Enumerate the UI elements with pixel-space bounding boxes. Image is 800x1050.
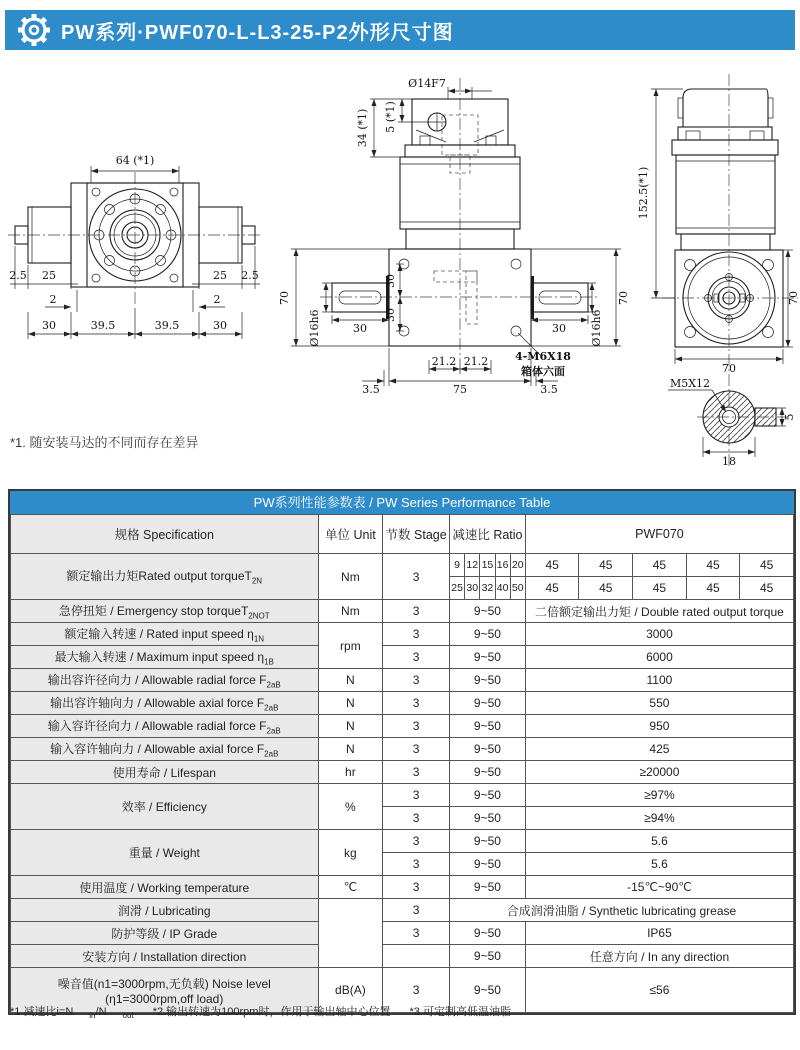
app-header xyxy=(5,10,795,50)
dim-label: 39.5 xyxy=(90,319,116,332)
cell-unit: kg xyxy=(318,830,383,876)
cell-spec xyxy=(11,669,319,692)
dim-label: 30 xyxy=(552,322,566,335)
cell-ratio: 9~50 xyxy=(450,807,526,830)
cell-value: 425 xyxy=(525,738,793,761)
dim-label: 39.5 xyxy=(154,319,180,332)
cell-ratio: 9 xyxy=(450,554,465,577)
end-view xyxy=(637,74,800,468)
cell-value: 45 xyxy=(633,577,687,600)
dim-label: 3.5 xyxy=(362,383,380,396)
cell-unit xyxy=(318,899,383,968)
cell-value: 45 xyxy=(525,577,579,600)
dim-label: 3.5 xyxy=(540,383,558,396)
cell-stage: 3 xyxy=(383,784,450,807)
cell-ratio: 9~50 xyxy=(450,623,526,646)
cell-unit: dB(A) xyxy=(318,968,383,1013)
cell-stage: 3 xyxy=(383,669,450,692)
cell-value: 45 xyxy=(686,577,740,600)
cell-ratio: 9~50 xyxy=(450,922,526,945)
cell-ratio: 50 xyxy=(510,577,525,600)
spec-text: 输入容许径向力 / Allowable radial force F xyxy=(47,718,267,733)
cell-value: 5.6 xyxy=(525,830,793,853)
dim-label: 2 xyxy=(49,293,57,306)
spec-sub: 2aB xyxy=(266,726,281,736)
side-view xyxy=(278,77,630,396)
cell-unit: N xyxy=(318,669,383,692)
spec-sub: 2aB xyxy=(266,680,281,690)
dim-label: 30 xyxy=(353,322,367,335)
dim-label: 75 xyxy=(453,383,467,396)
dim-label: 5 (*1) xyxy=(384,101,397,133)
cell-stage: 3 xyxy=(383,554,450,600)
cell-stage: 3 xyxy=(383,715,450,738)
spec-sub: 2NOT xyxy=(248,611,270,621)
drawing-footnote: *1. 随安装马达的不同而存在差异 xyxy=(10,435,199,450)
cell-stage: 3 xyxy=(383,922,450,945)
footnote-3: *3.可定制高低温油脂 xyxy=(409,1006,511,1018)
spec-text: 噪音值(n1=3000rpm,无负载) Noise level xyxy=(57,976,271,991)
dim-label: 30 xyxy=(42,319,56,332)
cell-spec: 安装方向 / Installation direction xyxy=(11,945,319,968)
callout-bolts: 4-M6X18 xyxy=(515,350,571,363)
cell-stage: 3 xyxy=(383,623,450,646)
cell-unit: hr xyxy=(318,761,383,784)
cell-spec: 使用寿命 / Lifespan xyxy=(11,761,319,784)
cell-ratio: 9~50 xyxy=(450,876,526,899)
cell-unit: Nm xyxy=(318,600,383,623)
cell-spec: 防护等级 / IP Grade xyxy=(11,922,319,945)
cell-ratio: 32 xyxy=(480,577,495,600)
dim-label: 25 xyxy=(213,269,227,282)
cell-stage: 3 xyxy=(383,692,450,715)
cell-ratio: 16 xyxy=(495,554,510,577)
cell-stage xyxy=(383,945,450,968)
cell-ratio: 9~50 xyxy=(450,784,526,807)
cell-ratio: 9~50 xyxy=(450,646,526,669)
dim-label: 21.2 xyxy=(431,355,457,368)
dim-label: 5 xyxy=(783,413,796,421)
header-ratio: 减速比 Ratio xyxy=(450,515,526,554)
table-title: PW系列性能参数表 / PW Series Performance Table xyxy=(10,491,794,514)
footnote-1: *1.减速比i=N $_{in}$/N $_{out}$ xyxy=(10,1006,134,1021)
header-model: PWF070 xyxy=(525,515,793,554)
cell-ratio: 9~50 xyxy=(450,968,526,1013)
cell-ratio: 12 xyxy=(465,554,480,577)
spec-sub: 1N xyxy=(253,634,265,644)
header-spec: 规格 Specification xyxy=(11,515,319,554)
cell-ratio: 9~50 xyxy=(450,715,526,738)
cell-stage: 3 xyxy=(383,807,450,830)
cell-value: 45 xyxy=(633,554,687,577)
cell-spec xyxy=(11,692,319,715)
dim-label: 2 xyxy=(213,293,221,306)
cell-ratio: 9~50 xyxy=(450,830,526,853)
cell-value: IP65 xyxy=(525,922,793,945)
dim-label: 30 xyxy=(213,319,227,332)
cell-ratio: 9~50 xyxy=(450,738,526,761)
cell-value: 3000 xyxy=(525,623,793,646)
cell-value: 45 xyxy=(525,554,579,577)
dim-label: 21.2 xyxy=(463,355,489,368)
dim-label: 70 xyxy=(617,291,630,305)
cell-ratio: 9~50 xyxy=(450,692,526,715)
technical-drawings xyxy=(0,60,800,475)
cell-ratio: 30 xyxy=(465,577,480,600)
footnote-2: *2.输出转速为100rpm时，作用于输出轴中心位置 xyxy=(152,1006,391,1018)
cell-ratio: 9~50 xyxy=(450,600,526,623)
dim-label: 30 xyxy=(384,274,397,288)
dim-label: 64 (*1) xyxy=(115,154,155,167)
spec-text: 输出容许轴向力 / Allowable axial force F xyxy=(50,695,265,710)
spec-sub: 2aB xyxy=(264,703,279,713)
cell-spec: 重量 / Weight xyxy=(11,830,319,876)
cell-value: 6000 xyxy=(525,646,793,669)
spec-text: 额定输出力矩Rated output torqueT xyxy=(66,569,252,584)
cell-unit: % xyxy=(318,784,383,830)
spec-sub: 2N xyxy=(251,576,263,586)
cell-unit: N xyxy=(318,715,383,738)
cell-value: 45 xyxy=(740,554,794,577)
gear-icon xyxy=(17,13,51,47)
cell-ratio: 9~50 xyxy=(450,945,526,968)
dim-label: Ø16h6 xyxy=(308,309,321,347)
cell-spec xyxy=(11,738,319,761)
cell-stage: 3 xyxy=(383,646,450,669)
cell-stage: 3 xyxy=(383,738,450,761)
cell-value: 45 xyxy=(686,554,740,577)
page-title: PW系列·PWF070-L-L3-25-P2外形尺寸图 xyxy=(61,21,454,44)
cell-ratio: 40 xyxy=(495,577,510,600)
cell-unit: ℃ xyxy=(318,876,383,899)
dim-label: 2.5 xyxy=(241,269,259,282)
cell-ratio: 9~50 xyxy=(450,761,526,784)
dim-label: 25 xyxy=(42,269,56,282)
cell-value: 45 xyxy=(740,577,794,600)
dim-label: Ø16h6 xyxy=(590,309,603,347)
callout-faces: 箱体六面 xyxy=(521,365,565,378)
cell-spec xyxy=(11,554,319,600)
cell-value: ≥20000 xyxy=(525,761,793,784)
spec-sub: 2aB xyxy=(264,749,279,759)
header-stage: 节数 Stage xyxy=(383,515,450,554)
dim-label: 34 (*1) xyxy=(356,108,369,148)
spec-text: 最大输入转速 / Maximum input speed η xyxy=(54,649,265,664)
cell-unit: N xyxy=(318,738,383,761)
cell-unit: N xyxy=(318,692,383,715)
performance-table xyxy=(8,489,796,1015)
cell-value: 950 xyxy=(525,715,793,738)
cell-spec: 使用温度 / Working temperature xyxy=(11,876,319,899)
detail-thread-label: M5X12 xyxy=(669,377,711,390)
cell-value: 合成润滑油脂 / Synthetic lubricating grease xyxy=(450,899,794,922)
table-footnotes xyxy=(10,1003,527,1020)
cell-stage: 3 xyxy=(383,853,450,876)
cell-value: ≤56 xyxy=(525,968,793,1013)
dim-label: Ø14F7 xyxy=(408,77,446,90)
cell-stage: 3 xyxy=(383,761,450,784)
cell-stage: 3 xyxy=(383,968,450,1013)
spec-text: 急停扭矩 / Emergency stop torqueT xyxy=(58,603,249,618)
cell-ratio: 9~50 xyxy=(450,669,526,692)
spec-text: 额定输入转速 / Rated input speed η xyxy=(64,626,254,641)
cell-spec: 效率 / Efficiency xyxy=(11,784,319,830)
cell-value: 45 xyxy=(579,554,633,577)
dim-label: 30 xyxy=(384,308,397,322)
cell-value: ≥94% xyxy=(525,807,793,830)
cell-value: ≥97% xyxy=(525,784,793,807)
cell-value: 二倍额定输出力矩 / Double rated output torque xyxy=(525,600,793,623)
cell-value: -15℃~90℃ xyxy=(525,876,793,899)
cell-stage: 3 xyxy=(383,899,450,922)
cell-value: 550 xyxy=(525,692,793,715)
cell-value: 45 xyxy=(579,577,633,600)
cell-spec: 润滑 / Lubricating xyxy=(11,899,319,922)
cell-ratio: 25 xyxy=(450,577,465,600)
cell-unit: rpm xyxy=(318,623,383,669)
cell-spec xyxy=(11,715,319,738)
front-view xyxy=(8,154,260,339)
dim-label: 152.5(*1) xyxy=(637,166,650,220)
cell-spec xyxy=(11,600,319,623)
cell-ratio: 9~50 xyxy=(450,853,526,876)
cell-unit: Nm xyxy=(318,554,383,600)
cell-value: 任意方向 / In any direction xyxy=(525,945,793,968)
header-unit: 单位 Unit xyxy=(318,515,383,554)
dim-label: 70 xyxy=(722,362,736,375)
cell-ratio: 15 xyxy=(480,554,495,577)
spec-text: 输入容许轴向力 / Allowable axial force F xyxy=(50,741,265,756)
cell-ratio: 20 xyxy=(510,554,525,577)
cell-spec xyxy=(11,646,319,669)
cell-stage: 3 xyxy=(383,876,450,899)
cell-stage: 3 xyxy=(383,830,450,853)
cell-value: 5.6 xyxy=(525,853,793,876)
cell-stage: 3 xyxy=(383,600,450,623)
dim-label: 2.5 xyxy=(9,269,27,282)
dim-label: 70 xyxy=(278,291,291,305)
cell-value: 1100 xyxy=(525,669,793,692)
dim-label: 18 xyxy=(722,455,736,468)
spec-sub: 1B xyxy=(264,657,274,667)
cell-spec xyxy=(11,623,319,646)
spec-text: 输出容许径向力 / Allowable radial force F xyxy=(47,672,267,687)
spec-text: (η1=3000rpm,off load) xyxy=(105,991,224,1006)
dim-label: 70 xyxy=(787,291,800,305)
